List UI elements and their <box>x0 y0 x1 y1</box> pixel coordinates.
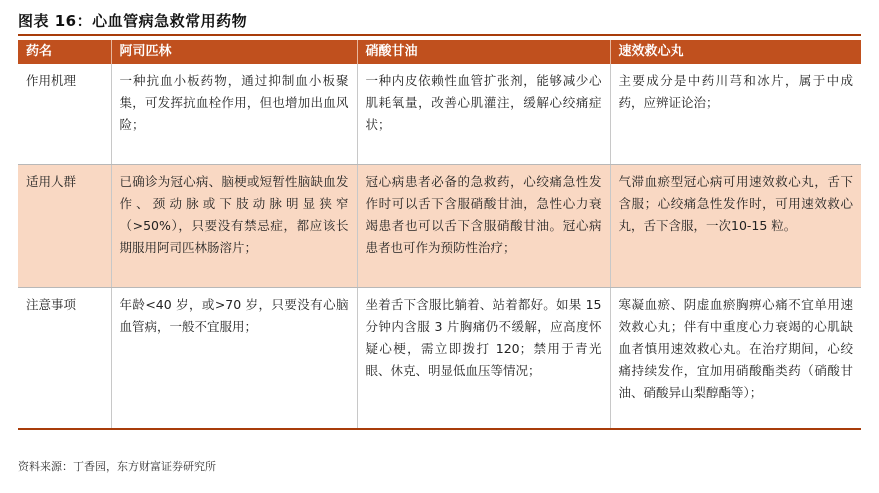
row-label: 注意事项 <box>18 288 111 430</box>
table-row-target-population <box>18 165 861 288</box>
table-row-mechanism <box>18 64 861 165</box>
table-cell: 一种内皮依赖性血管扩张剂，能够减少心肌耗氧量，改善心肌灌注，缓解心绞痛症状； <box>357 64 610 165</box>
figure-title: 图表 16：心血管病急救常用药物 <box>18 12 248 30</box>
header-drug-name: 药名 <box>18 40 111 64</box>
table-cell: 已确诊为冠心病、脑梗或短暂性脑缺血发作、颈动脉或下肢动脉明显狭窄（>50%），只要没有禁忌症，都应该长期服用阿司匹林肠溶片； <box>111 165 357 288</box>
drug-table <box>18 40 861 430</box>
table-cell: 年龄<40 岁，或>70 岁，只要没有心脑血管病，一般不宜服用； <box>111 288 357 430</box>
table-cell: 一种抗血小板药物，通过抑制血小板聚集，可发挥抗血栓作用，但也增加出血风险； <box>111 64 357 165</box>
table-cell: 气滞血瘀型冠心病可用速效救心丸，舌下含服；心绞痛急性发作时，可用速效救心丸，舌下含服，一次10-15 粒。 <box>610 165 861 288</box>
header-aspirin: 阿司匹林 <box>111 40 357 64</box>
table-cell: 冠心病患者必备的急救药，心绞痛急性发作时可以舌下含服硝酸甘油，急性心力衰竭患者也可以舌下含服硝酸甘油。冠心病患者也可作为预防性治疗； <box>357 165 610 288</box>
header-nitroglycerin: 硝酸甘油 <box>357 40 610 64</box>
title-divider <box>18 34 861 36</box>
table-cell: 寒凝血瘀、阴虚血瘀胸痹心痛不宜单用速效救心丸；伴有中重度心力衰竭的心肌缺血者慎用速效救心丸。在治疗期间，心绞痛持续发作，宜加用硝酸酯类药（硝酸甘油、硝酸异山梨醇酯等）； <box>610 288 861 430</box>
source-note: 资料来源：丁香园，东方财富证券研究所 <box>18 460 216 473</box>
table-header-row <box>18 40 861 64</box>
table-row-precautions <box>18 288 861 430</box>
table-cell: 坐着舌下含服比躺着、站着都好。如果 15 分钟内含服 3 片胸痛仍不缓解，应高度怀疑心梗，需立即拨打 120；禁用于青光眼、休克、明显低血压等情况； <box>357 288 610 430</box>
row-label: 作用机理 <box>18 64 111 165</box>
header-suxiao-jiuxin-wan: 速效救心丸 <box>610 40 861 64</box>
table-cell: 主要成分是中药川芎和冰片，属于中成药，应辨证论治； <box>610 64 861 165</box>
row-label: 适用人群 <box>18 165 111 288</box>
